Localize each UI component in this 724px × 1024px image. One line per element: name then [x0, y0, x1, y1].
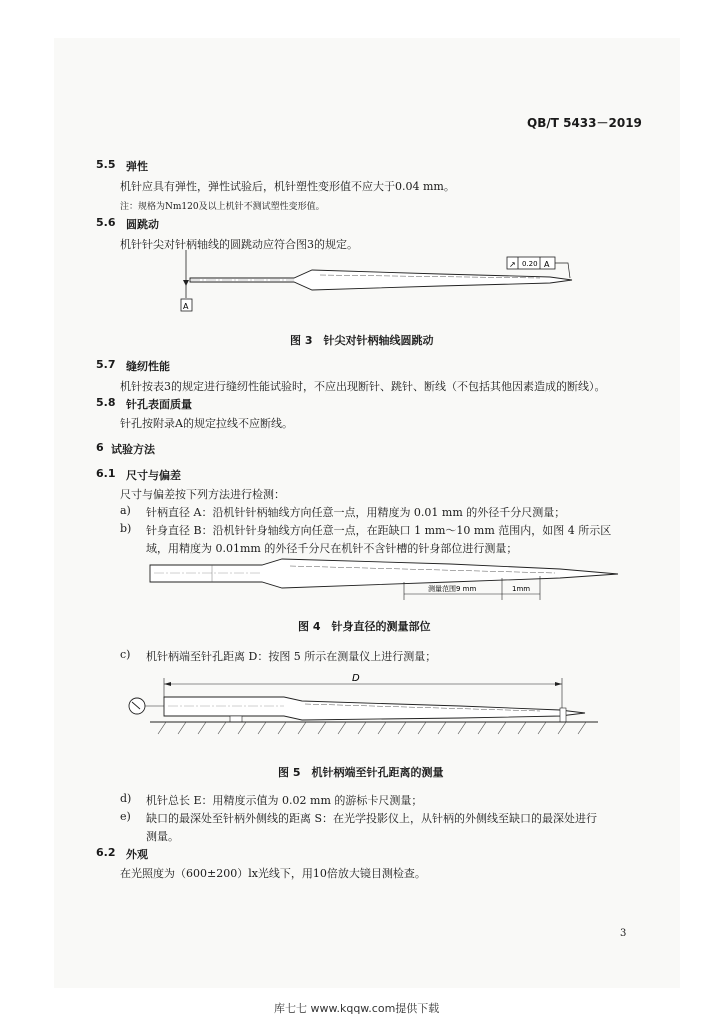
item-c-text: 机针柄端至针孔距离 D：按图 5 所示在测量仪上进行测量； [146, 650, 437, 663]
item-d-text: 机针总长 E：用精度示值为 0.02 mm 的游标卡尺测量； [146, 794, 423, 807]
section-5-5-number: 5.5 [96, 158, 116, 171]
fig3-tolerance-value: 0.20 [522, 260, 538, 268]
item-b-text-line-2: 域，用精度为 0.01mm 的外径千分尺在机针不含针槽的针身部位进行测量； [146, 542, 518, 555]
fig3-runout-symbol: ↗ [509, 260, 516, 269]
fig4-needle [150, 559, 618, 588]
standard-number: QB/T 5433－2019 [527, 116, 642, 130]
fig3-datum-reference: A [544, 260, 550, 269]
item-c-marker: c) [120, 648, 131, 661]
section-5-8-title: 针孔表面质量 [126, 398, 192, 411]
item-a-text: 针柄直径 A：沿机针针柄轴线方向任意一点，用精度为 0.01 mm 的外径千分尺测量； [146, 506, 566, 519]
section-6-2-title: 外观 [126, 848, 148, 861]
section-5-8-text: 针孔按附录A的规定拉线不应断线。 [120, 417, 293, 430]
section-5-8-number: 5.8 [96, 396, 116, 409]
section-6-title: 试验方法 [111, 443, 155, 456]
fig5-arrow-right [555, 682, 562, 686]
figure-3-caption: 图 3 针尖对针柄轴线圆跳动 [290, 334, 434, 347]
section-5-6-text: 机针针尖对针柄轴线的圆跳动应符合图3的规定。 [120, 238, 358, 251]
fig5-support-block-left [230, 716, 242, 722]
page-number: 3 [620, 928, 627, 939]
item-a-marker: a) [120, 504, 131, 517]
figure-4-drawing [0, 556, 724, 616]
item-b-marker: b) [120, 522, 132, 535]
figure-5-drawing [0, 668, 724, 748]
section-6-2-number: 6.2 [96, 846, 116, 859]
section-5-6-number: 5.6 [96, 216, 116, 229]
section-5-6-title: 圆跳动 [126, 218, 159, 231]
fig5-dim-label: D [352, 673, 360, 684]
section-5-7-text: 机针按表3的规定进行缝纫性能试验时，不应出现断针、跳针、断线（不包括其他因素造成的断线）。 [120, 380, 606, 393]
fig5-support-pin-right [560, 708, 566, 722]
section-6-2-text: 在光照度为（600±200）lx光线下，用10倍放大镜目测检查。 [120, 867, 426, 880]
section-6-1-intro: 尺寸与偏差按下列方法进行检测： [120, 488, 285, 501]
figure-5-caption: 图 5 机针柄端至针孔距离的测量 [278, 766, 444, 779]
section-6-1-number: 6.1 [96, 467, 116, 480]
item-e-text-line-2: 测量。 [146, 830, 179, 843]
fig5-needle [164, 697, 585, 720]
fig4-gap-label: 1mm [512, 585, 531, 593]
item-b-text-line-1: 针身直径 B：沿机针针身轴线方向任意一点，在距缺口 1 mm～10 mm 范围内，如图 4 所示区 [146, 524, 612, 537]
item-e-marker: e) [120, 810, 131, 823]
section-6-number: 6 [96, 441, 104, 454]
fig3-leader-line [555, 263, 570, 278]
fig5-arrow-left [164, 682, 171, 686]
section-5-5-title: 弹性 [126, 160, 148, 173]
section-5-5-note: 注：规格为Nm120及以上机针不测试塑性变形值。 [120, 202, 325, 212]
section-5-5-text: 机针应具有弹性，弹性试验后，机针塑性变形值不应大于0.04 mm。 [120, 180, 455, 193]
download-footer: 库七七 www.kqqw.com提供下载 [274, 1002, 440, 1015]
fig5-base-hatching [158, 722, 586, 734]
figure-4-caption: 图 4 针身直径的测量部位 [298, 620, 431, 633]
fig4-range-label: 测量范围9 mm [428, 585, 477, 593]
section-5-7-number: 5.7 [96, 358, 116, 371]
item-e-text-line-1: 缺口的最深处至针柄外侧线的距离 S：在光学投影仪上，从针柄的外侧线至缺口的最深处进行 [146, 812, 598, 825]
fig3-datum-arrow [183, 280, 189, 286]
fig3-datum-label: A [183, 302, 189, 311]
section-6-1-title: 尺寸与偏差 [126, 469, 181, 482]
section-5-7-title: 缝纫性能 [126, 360, 170, 373]
item-d-marker: d) [120, 792, 132, 805]
